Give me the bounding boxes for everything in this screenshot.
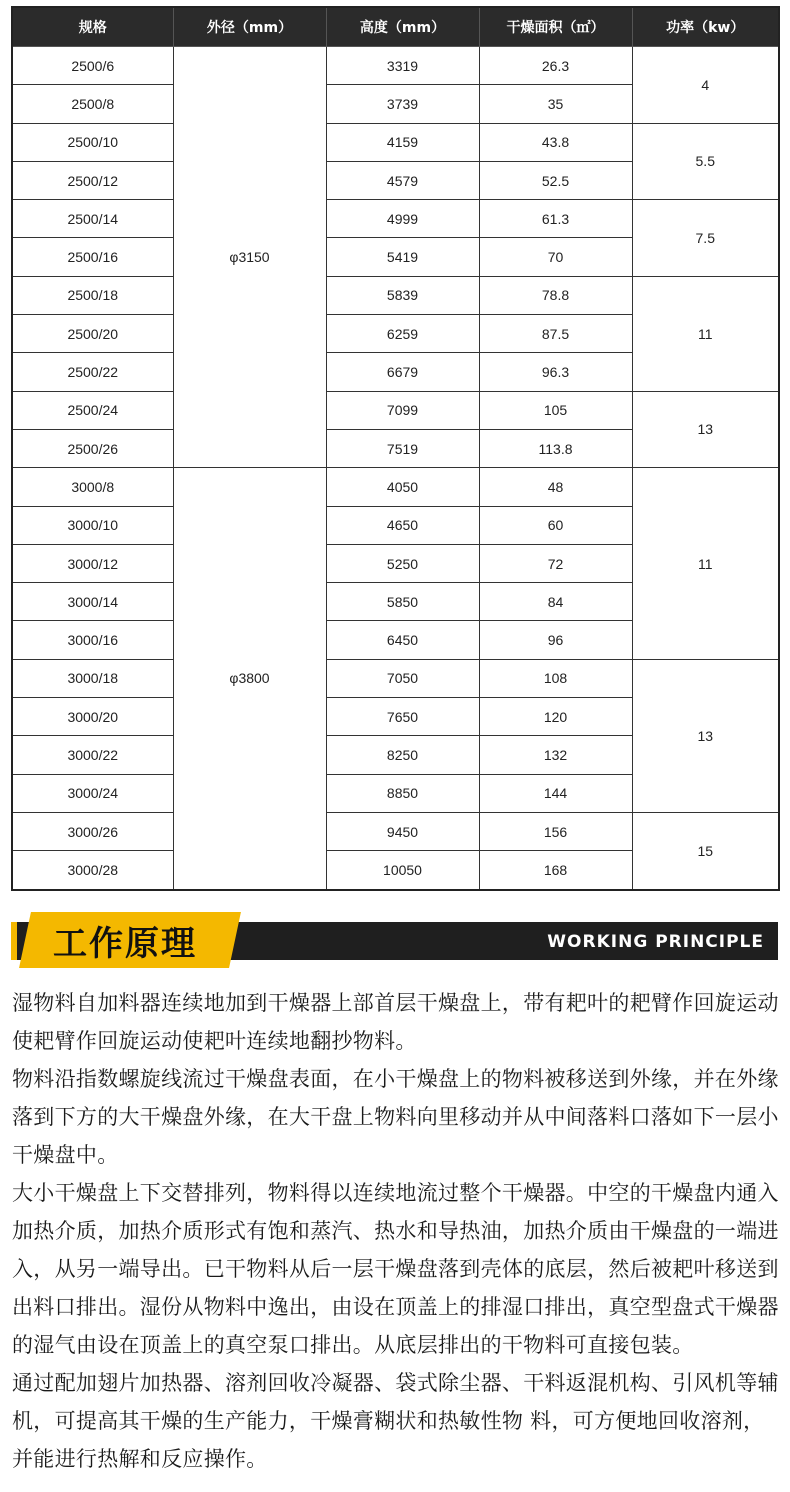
power-cell: 7.5 (632, 200, 779, 277)
spec-cell: 3000/26 (12, 812, 173, 850)
height-cell: 8250 (326, 736, 479, 774)
paragraph: 物料沿指数螺旋线流过干燥盘表面，在小干燥盘上的物料被移送到外缘，并在外缘落到下方的大干燥盘外缘，在大干盘上物料向里移动并从中间落料口落如下一层小干燥盘中。 (12, 1067, 779, 1167)
table-row (12, 123, 779, 161)
table-row (12, 200, 779, 238)
area-cell: 84 (479, 583, 632, 621)
section-title: 工作原理 (53, 924, 197, 964)
power-cell: 13 (632, 659, 779, 812)
diameter-cell: φ3800 (173, 468, 326, 890)
header-diameter: 外径（mm） (173, 7, 326, 47)
spec-cell: 3000/10 (12, 506, 173, 544)
table-row (12, 47, 779, 85)
height-cell: 6450 (326, 621, 479, 659)
power-cell: 4 (632, 47, 779, 124)
power-cell: 15 (632, 812, 779, 889)
height-cell: 3319 (326, 47, 479, 85)
area-cell: 72 (479, 544, 632, 582)
spec-cell: 3000/28 (12, 851, 173, 890)
area-cell: 52.5 (479, 161, 632, 199)
area-cell: 113.8 (479, 429, 632, 467)
table-row (12, 468, 779, 506)
height-cell: 10050 (326, 851, 479, 890)
spec-cell: 3000/14 (12, 583, 173, 621)
spec-cell: 3000/24 (12, 774, 173, 812)
area-cell: 132 (479, 736, 632, 774)
section-title-en: WORKING PRINCIPLE (547, 932, 764, 952)
height-cell: 8850 (326, 774, 479, 812)
height-cell: 5419 (326, 238, 479, 276)
area-cell: 108 (479, 659, 632, 697)
spec-cell: 2500/12 (12, 161, 173, 199)
height-cell: 5839 (326, 276, 479, 314)
spec-cell: 2500/22 (12, 353, 173, 391)
header-height: 高度（mm） (326, 7, 479, 47)
area-cell: 87.5 (479, 315, 632, 353)
header-area: 干燥面积（㎡） (479, 7, 632, 47)
spec-cell: 2500/8 (12, 85, 173, 123)
height-cell: 7050 (326, 659, 479, 697)
spec-cell: 2500/18 (12, 276, 173, 314)
area-cell: 43.8 (479, 123, 632, 161)
area-cell: 144 (479, 774, 632, 812)
table-row (12, 391, 779, 429)
height-cell: 7650 (326, 698, 479, 736)
spec-cell: 2500/26 (12, 429, 173, 467)
height-cell: 3739 (326, 85, 479, 123)
area-cell: 96.3 (479, 353, 632, 391)
area-cell: 96 (479, 621, 632, 659)
banner-stripe (11, 922, 17, 960)
area-cell: 48 (479, 468, 632, 506)
spec-cell: 2500/10 (12, 123, 173, 161)
area-cell: 156 (479, 812, 632, 850)
height-cell: 6679 (326, 353, 479, 391)
header-power: 功率（kw） (632, 7, 779, 47)
height-cell: 7099 (326, 391, 479, 429)
height-cell: 6259 (326, 315, 479, 353)
spec-cell: 3000/18 (12, 659, 173, 697)
spec-cell: 3000/22 (12, 736, 173, 774)
height-cell: 4999 (326, 200, 479, 238)
height-cell: 4050 (326, 468, 479, 506)
power-cell: 11 (632, 276, 779, 391)
area-cell: 70 (479, 238, 632, 276)
height-cell: 7519 (326, 429, 479, 467)
area-cell: 60 (479, 506, 632, 544)
section-banner (11, 912, 778, 968)
height-cell: 9450 (326, 812, 479, 850)
area-cell: 120 (479, 698, 632, 736)
height-cell: 4579 (326, 161, 479, 199)
spec-cell: 3000/12 (12, 544, 173, 582)
area-cell: 78.8 (479, 276, 632, 314)
height-cell: 4159 (326, 123, 479, 161)
power-cell: 11 (632, 468, 779, 659)
paragraph: 通过配加翅片加热器、溶剂回收冷凝器、袋式除尘器、干料返混机构、引风机等辅机，可提高其干燥的生产能力，干燥膏糊状和热敏性物 料，可方便地回收溶剂，并能进行热解和反应操作。 (12, 1371, 779, 1471)
power-cell: 13 (632, 391, 779, 468)
height-cell: 4650 (326, 506, 479, 544)
spec-cell: 3000/16 (12, 621, 173, 659)
diameter-cell: φ3150 (173, 47, 326, 468)
table-row (12, 659, 779, 697)
height-cell: 5850 (326, 583, 479, 621)
table-row (12, 276, 779, 314)
area-cell: 61.3 (479, 200, 632, 238)
spec-cell: 3000/8 (12, 468, 173, 506)
spec-cell: 2500/24 (12, 391, 173, 429)
height-cell: 5250 (326, 544, 479, 582)
area-cell: 35 (479, 85, 632, 123)
table-row (12, 812, 779, 850)
spec-cell: 3000/20 (12, 698, 173, 736)
spec-table (11, 6, 780, 891)
principle-text (12, 984, 782, 1478)
area-cell: 105 (479, 391, 632, 429)
spec-cell: 2500/6 (12, 47, 173, 85)
area-cell: 26.3 (479, 47, 632, 85)
spec-cell: 2500/14 (12, 200, 173, 238)
paragraph: 湿物料自加料器连续地加到干燥器上部首层干燥盘上，带有耙叶的耙臂作回旋运动使耙臂作回旋运动使耙叶连续地翻抄物料。 (12, 991, 779, 1053)
table-header-row (12, 7, 779, 47)
header-spec: 规格 (12, 7, 173, 47)
paragraph: 大小干燥盘上下交替排列，物料得以连续地流过整个干燥器。中空的干燥盘内通入加热介质，加热介质形式有饱和蒸汽、热水和导热油，加热介质由干燥盘的一端进入，从另一端导出。已干物料从后一层干燥盘落到壳体的底层，然后被耙叶移送到出料口排出。湿份从物料中逸出，由设在顶盖上的排湿口排出，真空型盘式干燥器的湿气由设在顶盖上的真空泵口排出。从底层排出的干物料可直接包装。 (12, 1181, 779, 1357)
spec-cell: 2500/16 (12, 238, 173, 276)
power-cell: 5.5 (632, 123, 779, 200)
area-cell: 168 (479, 851, 632, 890)
spec-cell: 2500/20 (12, 315, 173, 353)
